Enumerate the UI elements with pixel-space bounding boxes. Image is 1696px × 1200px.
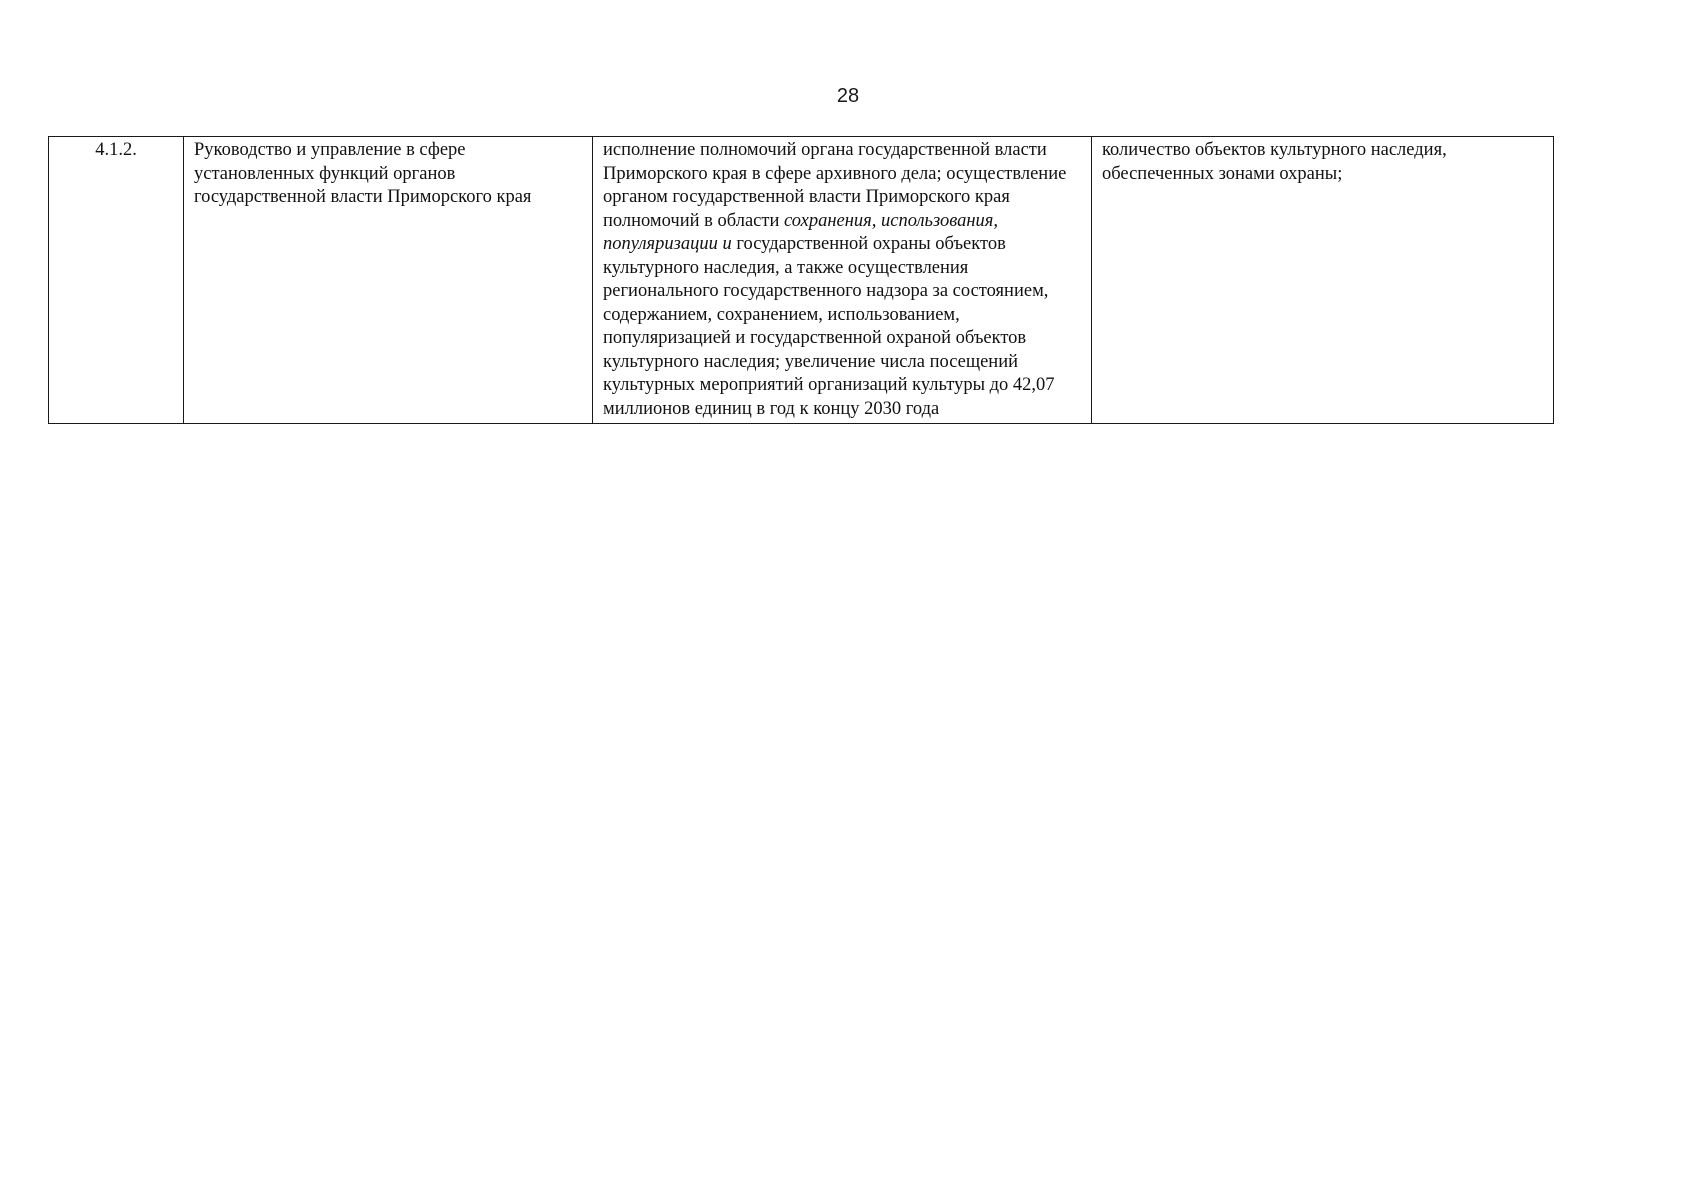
result-text-italic-segment: сохранения, использования, популяризации и xyxy=(603,210,999,254)
table-row xyxy=(49,137,1554,424)
program-table xyxy=(48,136,1554,424)
indicator-cell: количество объектов культурного наследия, обеспеченных зонами охраны; xyxy=(1092,137,1554,424)
expected-result-cell xyxy=(593,137,1092,424)
result-text-segment: исполнение полномочий органа государственной власти Приморского края в сфере архивного дела; осуществление органом государственной власти Приморского края полномочий в области xyxy=(603,140,1067,231)
page-number: 28 xyxy=(836,85,860,107)
measure-name-cell: Руководство и управление в сфере установленных функций органов государственной власти Приморского края xyxy=(184,137,593,424)
result-text-segment: государственной охраны объектов культурного наследия, а также осуществления регионального государственного надзора за состоянием, содержанием, сохранением, использованием, популяризацией и государственной охраной объектов культурного наследия; увеличение числа посещений культурных мероприятий организаций культуры до 42,07 миллионов единиц в год к концу 2030 года xyxy=(603,234,1055,419)
row-number-cell: 4.1.2. xyxy=(49,137,184,424)
